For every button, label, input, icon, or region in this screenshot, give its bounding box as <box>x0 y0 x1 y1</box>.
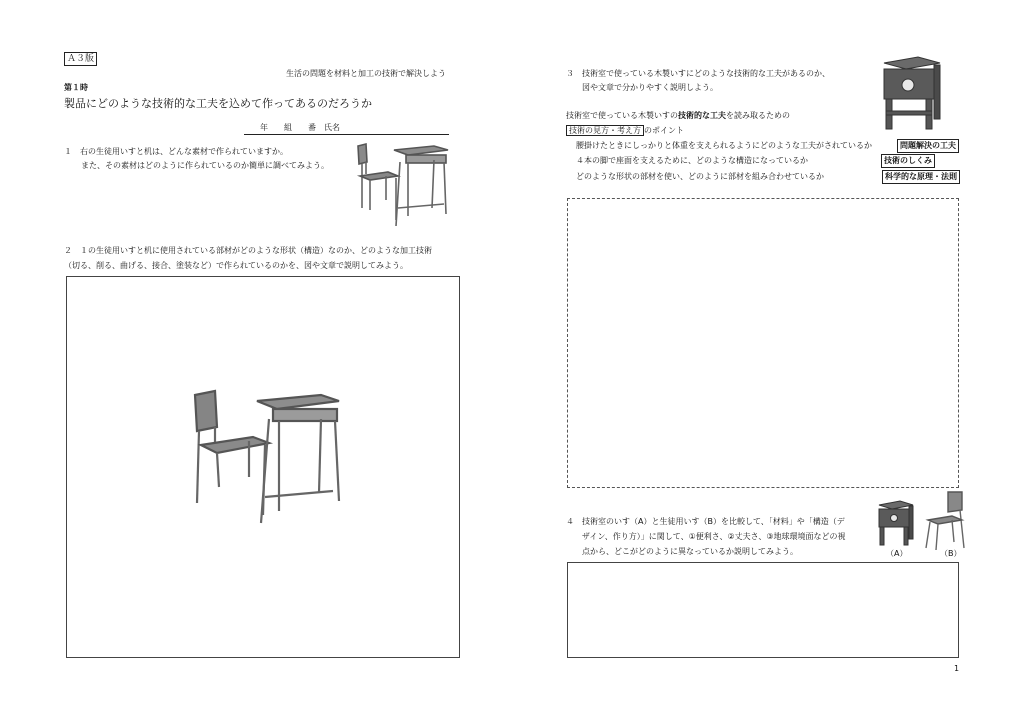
question-4-line-1: ４ 技術室のいす（A）と生徒用いす（B）を比較して、「材料」や「構造（デ <box>566 517 845 526</box>
lead-line-1 <box>566 110 790 122</box>
label-a: （A） <box>886 549 908 558</box>
student-chair-image-b <box>922 490 968 552</box>
lead-line-1-pre: 技術室で使っている木製いすの <box>566 111 678 120</box>
question-3-line-1: ３ 技術室で使っている木製いすにどのような技術的な工夫があるのか、 <box>566 69 830 78</box>
lesson-label: 第１時 <box>64 83 88 92</box>
point-1-tag: 問題解決の工夫 <box>897 139 959 153</box>
question-1-line-2: また、その素材はどのように作られているのか簡単に調べてみよう。 <box>81 161 329 170</box>
question-1-line-1: １ 右の生徒用いすと机は、どんな素材で作られていますか。 <box>64 147 288 156</box>
unit-title: 生活の問題を材料と加工の技術で解決しよう <box>286 69 446 78</box>
size-tag: Ａ３版 <box>64 52 97 66</box>
page-number: 1 <box>954 664 960 673</box>
question-2-line-1: ２ １の生徒用いすと机に使用されている部材がどのような形状（構造）なのか、どのような加工技術 <box>64 246 432 255</box>
point-2-text: ４本の脚で座面を支えるために、どのような構造になっているか <box>576 156 808 165</box>
answer-box-question-3[interactable] <box>567 198 959 488</box>
student-desk-chair-image-small <box>350 138 450 228</box>
answer-box-question-2[interactable] <box>66 276 460 658</box>
point-3-text: どのような形状の部材を使い、どのように部材を組み合わせているか <box>576 172 824 181</box>
point-2-tag: 技術のしくみ <box>881 154 935 168</box>
question-4-line-3: 点から、どこがどのように異なっているか説明してみよう。 <box>582 547 798 556</box>
name-line[interactable]: 年 組 番 氏名 <box>244 122 449 135</box>
student-desk-chair-image-large <box>187 387 347 527</box>
perspective-label: 技術の見方・考え方 <box>566 125 644 136</box>
wooden-stool-image-a <box>876 500 916 548</box>
label-b: （B） <box>940 549 962 558</box>
page-heading: 製品にどのような技術的な工夫を込めて作ってあるのだろうか <box>64 97 372 110</box>
lead-line-2 <box>566 125 684 137</box>
question-2-line-2: （切る、削る、曲げる、接合、塗装など）で作られているのかを、図や文章で説明してみよう。 <box>64 261 408 270</box>
answer-box-question-4[interactable] <box>567 562 959 658</box>
wooden-stool-image <box>878 55 944 133</box>
lead-line-1-bold: 技術的な工夫 <box>678 111 726 120</box>
point-3-tag: 科学的な原理・法則 <box>882 170 960 184</box>
lead-line-1-post: を読み取るための <box>726 111 790 120</box>
point-1-text: 腰掛けたときにしっかりと体重を支えられるようにどのような工夫がされているか <box>576 141 872 150</box>
question-4-line-2: ザイン、作り方）」に関して、①便利さ、②丈夫さ、③地球環境面などの視 <box>582 532 846 541</box>
lead-line-2-post: のポイント <box>644 126 684 135</box>
question-3-line-2: 図や文章で分かりやすく説明しよう。 <box>582 83 718 92</box>
